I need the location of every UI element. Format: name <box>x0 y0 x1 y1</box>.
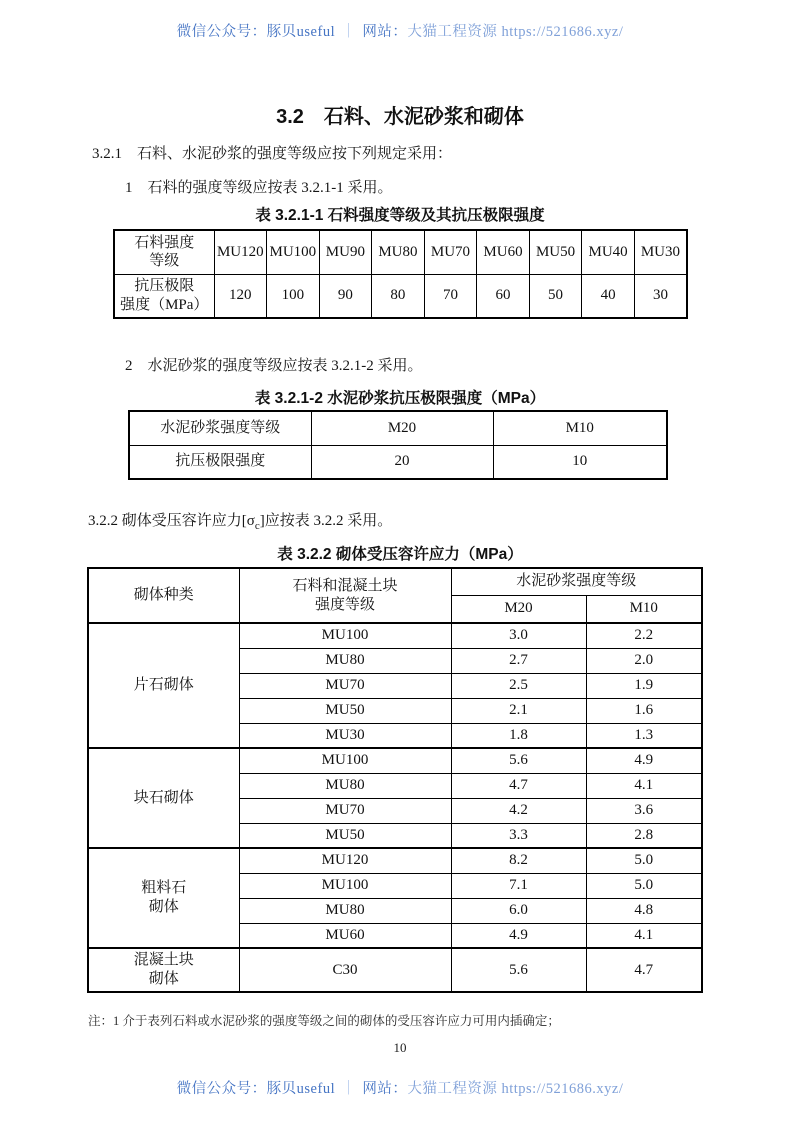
table-cell: 5.0 <box>586 873 702 898</box>
masonry-type-cell: 块石砌体 <box>88 748 239 848</box>
table-cell: 10 <box>493 445 667 479</box>
table-cell: MU50 <box>239 823 451 848</box>
table-cell: 3.3 <box>451 823 586 848</box>
wechat-account-text: 微信公众号：豚贝useful <box>176 1081 336 1097</box>
sigma-subscript: c <box>254 520 260 532</box>
table-cell: 4.7 <box>451 773 586 798</box>
table-cell: 5.6 <box>451 748 586 773</box>
table-header-cell: 砌体种类 <box>88 568 239 623</box>
table-cell: 5.6 <box>451 948 586 992</box>
table-cell: C30 <box>239 948 451 992</box>
table-header-cell: 石料和混凝土块 强度等级 <box>239 568 451 623</box>
table-cell: 1.8 <box>451 723 586 748</box>
table-cell: MU100 <box>239 748 451 773</box>
table-cell: 2.0 <box>586 648 702 673</box>
top-banner <box>0 20 800 41</box>
bottom-banner <box>0 1077 800 1098</box>
banner-separator: ｜ <box>341 24 357 40</box>
table-cell: MU50 <box>239 698 451 723</box>
stone-grade-table <box>113 229 688 319</box>
table-row <box>88 568 702 595</box>
table-cell: MU30 <box>634 230 687 274</box>
table-cell: 50 <box>529 274 582 318</box>
site-url-text: 大猫工程资源 https://521686.xyz/ <box>407 24 624 40</box>
site-url-text: 大猫工程资源 https://521686.xyz/ <box>407 1081 624 1097</box>
table-cell: 8.2 <box>451 848 586 873</box>
table-cell: MU70 <box>424 230 477 274</box>
table-cell: 20 <box>311 445 493 479</box>
table-cell: 4.1 <box>586 923 702 948</box>
table-cell: 7.1 <box>451 873 586 898</box>
table-cell: MU100 <box>239 623 451 648</box>
table-cell: 40 <box>582 274 635 318</box>
masonry-type-cell: 粗料石 砌体 <box>88 848 239 948</box>
paragraph-322: 3.2.2 砌体受压容许应力$[\sigma_c]$应按表 3.2.2 采用。 <box>88 513 393 532</box>
table2-caption: 表 3.2.1-2 水泥砂浆抗压极限强度（MPa） <box>254 390 546 407</box>
table-cell: MU120 <box>214 230 267 274</box>
table-header-cell: 抗压极限 强度（MPa） <box>114 274 214 318</box>
table-cell: 1.9 <box>586 673 702 698</box>
table-cell: MU40 <box>582 230 635 274</box>
table-cell: MU60 <box>239 923 451 948</box>
table-cell: MU70 <box>239 798 451 823</box>
masonry-type-cell: 片石砌体 <box>88 623 239 748</box>
list-item-2: 2 水泥砂浆的强度等级应按表 3.2.1-2 采用。 <box>125 358 423 374</box>
table-row <box>88 623 702 648</box>
table-cell: MU120 <box>239 848 451 873</box>
table-header-cell: 水泥砂浆强度等级 <box>129 411 311 445</box>
table-cell: MU80 <box>372 230 425 274</box>
table-row <box>129 411 667 445</box>
table-cell: 1.3 <box>586 723 702 748</box>
table-cell: M20 <box>311 411 493 445</box>
table-cell: 5.0 <box>586 848 702 873</box>
table-cell: 4.1 <box>586 773 702 798</box>
table-header-cell: M20 <box>451 595 586 623</box>
table-cell: MU50 <box>529 230 582 274</box>
table-header-cell: M10 <box>586 595 702 623</box>
table-cell: 90 <box>319 274 372 318</box>
site-label-text: 网站： <box>362 24 408 40</box>
table-header-cell: 水泥砂浆强度等级 <box>451 568 702 595</box>
table-cell: 3.6 <box>586 798 702 823</box>
table-row <box>88 948 702 992</box>
table-cell: 2.1 <box>451 698 586 723</box>
table-cell: MU80 <box>239 648 451 673</box>
table-cell: 4.9 <box>586 748 702 773</box>
table-cell: MU60 <box>477 230 530 274</box>
table-header-cell: 抗压极限强度 <box>129 445 311 479</box>
table-row <box>88 848 702 873</box>
mortar-strength-table <box>128 410 668 480</box>
table-cell: MU80 <box>239 773 451 798</box>
table-row <box>88 748 702 773</box>
table-cell: 2.7 <box>451 648 586 673</box>
table-cell: 6.0 <box>451 898 586 923</box>
table-cell: M10 <box>493 411 667 445</box>
banner-separator: ｜ <box>341 1081 357 1097</box>
table-note: 注：1 介于表列石料或水泥砂浆的强度等级之间的砌体的受压容许应力可用内插确定； <box>88 1014 560 1028</box>
masonry-stress-table <box>87 567 703 993</box>
table-cell: 4.9 <box>451 923 586 948</box>
table-cell: 4.7 <box>586 948 702 992</box>
table-cell: 80 <box>372 274 425 318</box>
section-title: 3.2 石料、水泥砂浆和砌体 <box>276 106 524 128</box>
table-row <box>114 230 687 274</box>
table-cell: 2.8 <box>586 823 702 848</box>
list-item-1: 1 石料的强度等级应按表 3.2.1-1 采用。 <box>125 180 393 196</box>
page-number: 10 <box>393 1040 407 1055</box>
site-label-text: 网站： <box>362 1081 408 1097</box>
wechat-account-text: 微信公众号：豚贝useful <box>176 24 336 40</box>
table-cell: 100 <box>267 274 320 318</box>
table-cell: 4.8 <box>586 898 702 923</box>
masonry-type-cell: 混凝土块 砌体 <box>88 948 239 992</box>
table-cell: 60 <box>477 274 530 318</box>
table-cell: MU100 <box>239 873 451 898</box>
table-cell: MU90 <box>319 230 372 274</box>
table-cell: 70 <box>424 274 477 318</box>
table1-caption: 表 3.2.1-1 石料强度等级及其抗压极限强度 <box>255 207 545 224</box>
table-cell: 2.5 <box>451 673 586 698</box>
table3-caption: 表 3.2.2 砌体受压容许应力（MPa） <box>277 546 523 563</box>
table-cell: MU70 <box>239 673 451 698</box>
table-row <box>129 445 667 479</box>
table-cell: MU100 <box>267 230 320 274</box>
table-row <box>114 274 687 318</box>
paragraph-321: 3.2.1 石料、水泥砂浆的强度等级应按下列规定采用： <box>92 146 453 162</box>
table-cell: 4.2 <box>451 798 586 823</box>
table-cell: 1.6 <box>586 698 702 723</box>
table-cell: 2.2 <box>586 623 702 648</box>
table-cell: MU80 <box>239 898 451 923</box>
table-cell: 30 <box>634 274 687 318</box>
table-cell: 3.0 <box>451 623 586 648</box>
table-cell: 120 <box>214 274 267 318</box>
table-cell: MU30 <box>239 723 451 748</box>
table-header-cell: 石料强度 等级 <box>114 230 214 274</box>
